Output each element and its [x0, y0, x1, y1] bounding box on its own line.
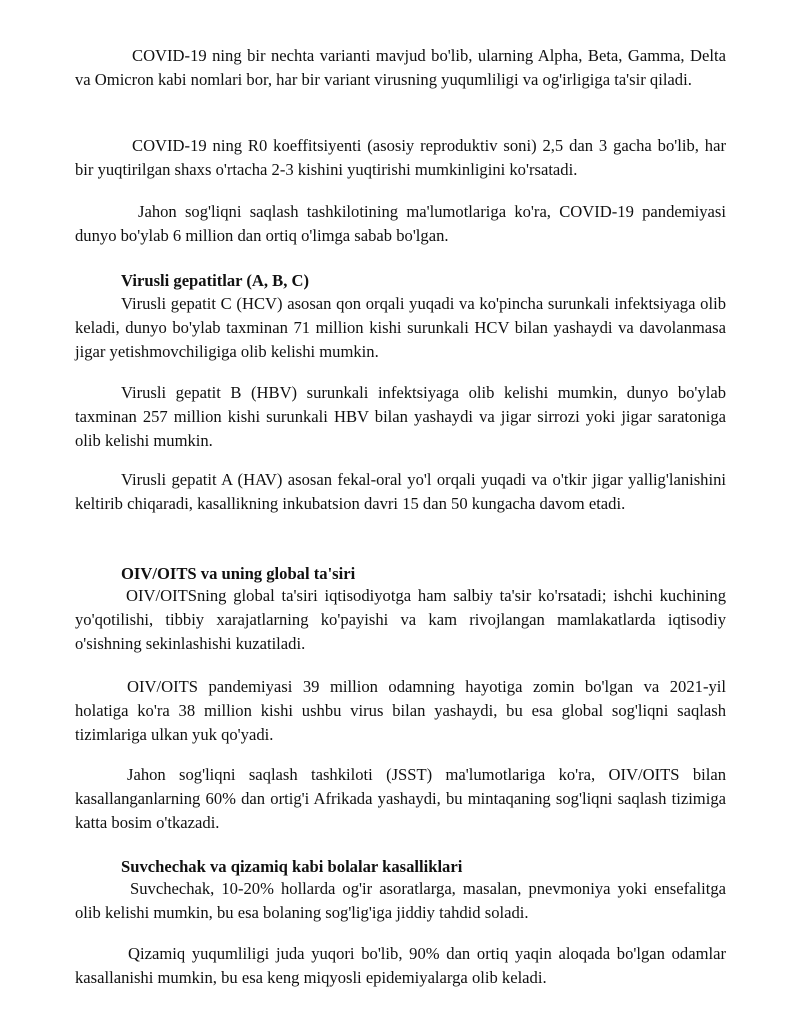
paragraph-hiv-economy: OIV/OITSning global ta'siri iqtisodiyotga ham salbiy ta'sir ko'rsatadi; ishchi kuchining yo'qotilishi, tibbiy xarajatlarning ko'payishi va kam rivojlangan mamlakatlarda iqtisodiy o'sishning sekinlashishi kuzatiladi.	[75, 586, 726, 654]
paragraph-covid-variants: COVID-19 ning bir nechta varianti mavjud bo'lib, ularning Alpha, Beta, Gamma, Delta va Omicron kabi nomlari bor, har bir variant virusning yuqumliligi va og'irligiga ta'sir qiladi.	[75, 46, 726, 90]
heading-viral-hepatitis: Virusli gepatitlar (A, B, C)	[121, 271, 310, 290]
paragraph-hiv-pandemic: OIV/OITS pandemiyasi 39 million odamning hayotiga zomin bo'lgan va 2021-yil holatiga ko'ra 38 million kishi ushbu virus bilan yashaydi, bu esa global sog'liqni saqlash tizimlariga ulkan yuk qo'yadi.	[75, 677, 726, 745]
paragraph-covid-deaths: Jahon sog'liqni saqlash tashkilotining ma'lumotlariga ko'ra, COVID-19 pandemiyasi dunyo bo'ylab 6 million dan ortiq o'limga sabab bo'lgan.	[75, 202, 726, 246]
paragraph-hiv-africa: Jahon sog'liqni saqlash tashkiloti (JSST) ma'lumotlariga ko'ra, OIV/OITS bilan kasallanganlarning 60% dan ortig'i Afrikada yashaydi, bu mintaqaning sog'liqni saqlash tizimiga katta bosim o'tkazadi.	[75, 765, 726, 833]
heading-hiv-aids: OIV/OITS va uning global ta'siri	[121, 564, 356, 583]
paragraph-hepatitis-c: Virusli gepatit C (HCV) asosan qon orqali yuqadi va ko'pincha surunkali infektsiyaga olib keladi, dunyo bo'ylab taxminan 71 million kishi surunkali HCV bilan yashaydi va davolanmasa jigar yetishmovchiligiga olib kelishi mumkin.	[75, 294, 726, 362]
heading-childhood-diseases: Suvchechak va qizamiq kabi bolalar kasalliklari	[121, 857, 463, 876]
paragraph-hepatitis-b: Virusli gepatit B (HBV) surunkali infektsiyaga olib kelishi mumkin, dunyo bo'ylab taxminan 257 million kishi surunkali HBV bilan yashaydi va jigar sirrozi yoki jigar saratoniga olib kelishi mumkin.	[75, 383, 726, 451]
paragraph-measles: Qizamiq yuqumliligi juda yuqori bo'lib, 90% dan ortiq yaqin aloqada bo'lgan odamlar kasallanishi mumkin, bu esa keng miqyosli epidemiyalarga olib keladi.	[75, 944, 726, 988]
paragraph-covid-r0: COVID-19 ning R0 koeffitsiyenti (asosiy reproduktiv soni) 2,5 dan 3 gacha bo'lib, har bir yuqtirilgan shaxs o'rtacha 2-3 kishini yuqtirishi mumkinligini ko'rsatadi.	[75, 136, 726, 180]
paragraph-chickenpox: Suvchechak, 10-20% hollarda og'ir asoratlarga, masalan, pnevmoniya yoki ensefalitga olib kelishi mumkin, bu esa bolaning sog'lig'iga jiddiy tahdid soladi.	[75, 879, 726, 923]
paragraph-hepatitis-a: Virusli gepatit A (HAV) asosan fekal-oral yo'l orqali yuqadi va o'tkir jigar yallig'lanishini keltirib chiqaradi, kasallikning inkubatsion davri 15 dan 50 kungacha davom etadi.	[75, 470, 726, 514]
